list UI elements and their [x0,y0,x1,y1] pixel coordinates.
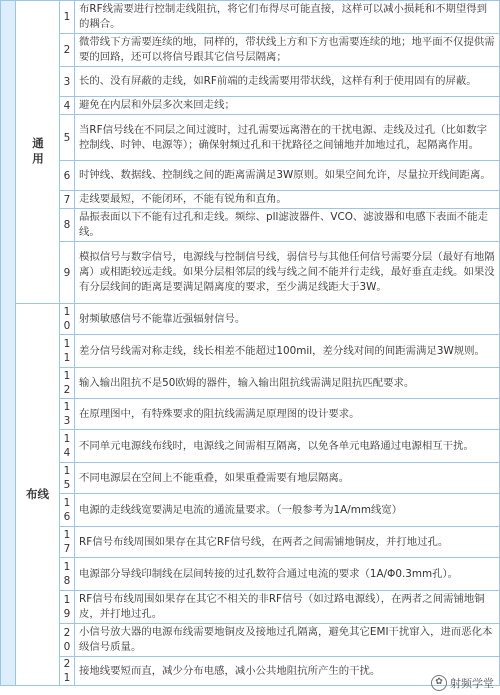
row-number: 2 [60,34,75,67]
row-number [60,304,75,335]
table-row [1,657,500,686]
rule-text: 当RF信号线在不同层之间过渡时，过孔需要远离潜在的干扰电源、走线及过孔（比如数字控制线、时钟、电源等）；确保射频过孔和干扰路径之间铺地并加地过孔，起隔离作用。 [75,115,500,161]
table-row [1,1,500,34]
row-number: 1 [60,1,75,34]
row-number [60,558,75,591]
rule-text: 长的、没有屏蔽的走线，如RF前端的走线需要用带状线，这样有利于使用固有的屏蔽。 [75,67,500,97]
rule-text: 电源的走线线宽要满足电流的通流量要求。（一般参考为1A/mm线宽） [75,494,500,527]
table-row [1,368,500,399]
row-number-units: 5 [63,479,71,491]
row-number-tens: 1 [63,465,71,477]
row-number-tens: 2 [63,627,71,639]
row-number-tens: 1 [63,433,71,445]
watermark [431,675,494,691]
table-row [1,115,500,161]
row-number-units: 0 [63,641,71,653]
row-number-tens: 1 [63,529,71,541]
table-row [1,161,500,191]
table-row [1,558,500,591]
row-number [60,624,75,657]
row-number-tens: 1 [63,370,71,382]
row-number-tens: 1 [63,338,71,350]
rule-text: 小信号放大器的电源布线需要地铜皮及接地过孔隔离，避免其它EMI干扰窜入，进而恶化本级信号质量。 [75,624,500,657]
row-number: 5 [60,115,75,161]
row-number [60,591,75,624]
rule-text: 射频敏感信号不能靠近强辐射信号。 [75,304,500,335]
rule-text: 电源部分导线印制线在层间转接的过孔数符合通过电流的要求（1A/Φ0.3mm孔）。 [75,558,500,591]
table-row [1,399,500,430]
table-row [1,34,500,67]
table-row [1,624,500,657]
row-number-tens: 1 [63,561,71,573]
rule-text: 避免在内层和外层多次来回走线； [75,97,500,115]
row-number-tens: 1 [63,594,71,606]
row-number-tens: 1 [63,401,71,413]
row-number-units: 0 [63,320,71,332]
row-number-units: 3 [63,415,71,427]
rule-text: 不同单元电源线布线时，电源线之间需相互隔离，以免各单元电路通过电源相互干扰。 [75,430,500,463]
rule-text: 在原理图中，有特殊要求的阻抗线需满足原理图的设计要求。 [75,399,500,430]
rule-text: 差分信号线需对称走线，线长相差不能超过100mil，差分线对间的间距需满足3W规则。 [75,335,500,368]
rule-text: 不同电源层在空间上不能重叠，如果重叠需要有地层隔离。 [75,463,500,494]
row-number: 6 [60,161,75,191]
rule-text: 输入输出阻抗不是50欧姆的器件，输入输出阻抗线需满足阻抗匹配要求。 [75,368,500,399]
row-number [60,527,75,558]
row-number-units: 1 [63,352,71,364]
table-row [1,463,500,494]
row-number-units: 8 [63,575,71,587]
row-number: 4 [60,97,75,115]
category-general: 通用 [16,1,60,304]
table-row [1,527,500,558]
row-number-units: 6 [63,511,71,523]
table-row [1,191,500,209]
table-row [1,67,500,97]
row-number [60,430,75,463]
row-number [60,368,75,399]
table-row [1,430,500,463]
row-number: 8 [60,209,75,242]
row-number-units: 1 [63,672,71,684]
wechat-icon: ✿ [431,675,447,691]
row-number-units: 4 [63,447,71,459]
table-row [1,335,500,368]
category-routing: 布线 [16,304,60,686]
row-number: 3 [60,67,75,97]
rule-text: RF信号布线周围如果存在其它不相关的非RF信号（如过路电源线），在两者之间需铺地铜皮，并打地过孔。 [75,591,500,624]
table-row [1,242,500,304]
row-number: 9 [60,242,75,304]
table-row [1,591,500,624]
row-number [60,335,75,368]
rule-text: RF信号布线周围如果存在其它RF信号线，在两者之间需铺地铜皮，并打地过孔。 [75,527,500,558]
table-row [1,97,500,115]
rule-text: 时钟线、数据线、控制线之间的距离需满足3W原则。如果空间允许，尽量拉开线间距离。 [75,161,500,191]
row-number-tens: 1 [63,306,71,318]
row-number [60,494,75,527]
row-number-units: 9 [63,608,71,620]
row-number: 7 [60,191,75,209]
row-number-tens: 1 [63,497,71,509]
side-strip [1,1,16,686]
row-number [60,463,75,494]
table-row [1,494,500,527]
rule-text: 接地线要短而直，减少分布电感，减小公共地阻抗所产生的干扰。 [75,657,500,686]
rule-text: 模拟信号与数字信号，电源线与控制信号线，弱信号与其他任何信号需要分层（最好有地隔离）或相距较远走线。如果分层相邻层的线与线之间不能并行走线，最好垂直走线。如果没有分层线间的距离是要满足隔离度的要求，至少满足线距大于3W。 [75,242,500,304]
row-number-units: 2 [63,384,71,396]
watermark-text: 射频学堂 [450,677,494,690]
rule-text: 布RF线需要进行控制走线阻抗，将它们布得尽可能直接，这样可以减小损耗和不期望得到的耦合。 [75,1,500,34]
rule-text: 晶振表面以下不能有过孔和走线。频综、pll滤波器件、VCO、滤波器和电感下表面不能走线。 [75,209,500,242]
row-number [60,399,75,430]
rule-text: 走线要最短，不能闭环，不能有锐角和直角。 [75,191,500,209]
row-number-tens: 2 [63,658,71,670]
table-row [1,209,500,242]
rule-text: 微带线下方需要连续的地，同样的，带状线上方和下方也需要连续的地；地平面不仅提供需要的回路，还可以将信号跟其它信号层隔离； [75,34,500,67]
row-number-units: 7 [63,543,71,555]
table-row [1,304,500,335]
row-number [60,657,75,686]
